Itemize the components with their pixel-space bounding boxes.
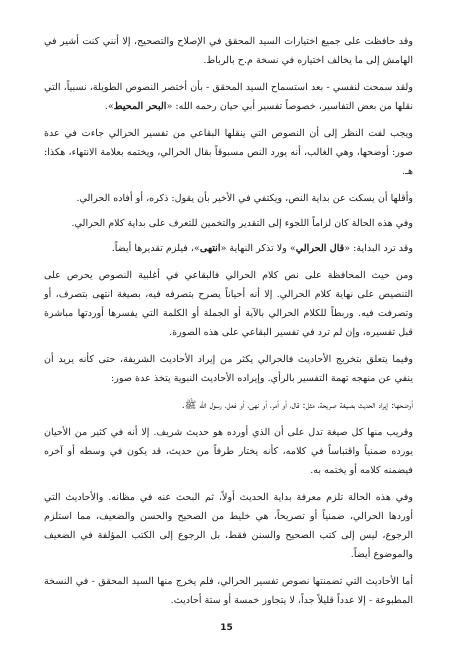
book-title-bahr-al-muhit: البحر المحيط — [113, 101, 167, 112]
paragraph-5: وفي هذه الحالة كان لزاماً اللجوء إلى التقدير والتخمين للتعرف على بداية كلام الحرالي. — [71, 218, 413, 229]
paragraph-6-text: وقد ترد البداية: « — [344, 243, 413, 254]
paragraph-10: وقريب منها كل صيغة تدل على أن الذي أورده هو حديث شريف. إلا أنه في كثير من الأحيان يورده ضمنياً واقتباساً في كلامه، كأنه يختار طرفاً من حديث، قد يكون في وسطه أو آخره فيضمنه كلامه أو يختمه به. — [44, 427, 413, 476]
phrase-intaha: انتهى — [199, 243, 221, 254]
paragraph-3: ويجب لفت النظر إلى أن النصوص التي ينقلها البقاعي من تفسير الحرالي جاءت في عدة صور: أوضحها، وهي الغالب، أنه يورد النص مسبوقاً بقال الحرالي، ويختمه بعلامة الانتهاء، هكذا: هـ. — [44, 128, 413, 177]
paragraph-2 — [44, 78, 413, 116]
paragraph-7: ومن حيث المحافظة على نص كلام الحرالي فالبقاعي في أغلبية النصوص يحرص على التنصيص على نهاية كلام الحرالي. إلا أنه أحياناً يصرح بتصرفه فيه، بصيغة انتهى بتصرف، أو وتصرفت فيه. وربطاً للكلام الحرالي بالآية أو الجملة أو الكلمة التي يفسرها أوردتها مباشرة قبل تفسيره، وإن لم ترد في تفسير البقاعي على هذه الصورة. — [44, 270, 413, 338]
paragraph-8: وفيما يتعلق بتخريج الأحاديث فالحرالي يكثر من إيراد الأحاديث الشريفة، حتى كأنه يريد أن ينفي عن منهجه تهمة التفسير بالرأي. وإيراده الأحاديث النبوية يتخذ عدة صور: — [44, 354, 413, 384]
paragraph-2-end: ». — [104, 101, 114, 112]
paragraph-9: أوضحها: إيراد الحديث بصيغة صريحة، مثل: قال، أو أمر، أو نهى، أو فعل، رسول الله ﷺ. — [181, 400, 413, 411]
phrase-qal-al-harali: قال الحرالي — [295, 243, 345, 254]
page-number: 15 — [220, 623, 233, 633]
paragraph-1: وقد حافظت على جميع اختيارات السيد المحقق في الإصلاح والتصحيح، إلا أنني كنت أشير في الهامش إلى ما يخالف اختياره في نسخة م.ح بالرباط. — [44, 36, 413, 66]
paragraph-6-end: »، فيلزم تقديرها أيضاً. — [111, 243, 200, 254]
paragraph-2-text: ولقد سمحت لنفسي - بعد استسماح السيد المحقق - بأن أختصر النصوص الطويلة، نسبياً، التي نقلها من بعض التفاسير، خصوصاً تفسير أبي حيان رحمه الله: « — [44, 82, 413, 112]
paragraph-4: وأقلها أن يسكت عن بداية النص، ويكتفي في الأخير بأن يقول: ذكره، أو أفاده الحرالي. — [76, 193, 413, 204]
paragraph-11: وفي هذه الحالة تلزم معرفة بداية الحديث أولاً، ثم البحث عنه في مظانه. والأحاديث التي أوردها الحرالي، ضمنياً أو تصريحاً، هي خليط من الصحيح والحسن والضعيف، مما استلزم الرجوع، ليس إلى كتب الصحيح والسنن فقط، بل الرجوع إلى الكتب المؤلفة في الضعيف والموضوع أيضاً. — [44, 492, 413, 560]
paragraph-6 — [44, 239, 413, 258]
paragraph-12: أما الأحاديث التي تضمنتها نصوص تفسير الحرالي، فلم يخرج منها السيد المحقق - في النسخة المطبوعة - إلا عدداً قليلاً جداً، لا يتجاوز خمسة أو ستة أحاديث. — [44, 576, 413, 606]
paragraph-6-mid: » ولا تذكر النهاية « — [220, 243, 296, 254]
